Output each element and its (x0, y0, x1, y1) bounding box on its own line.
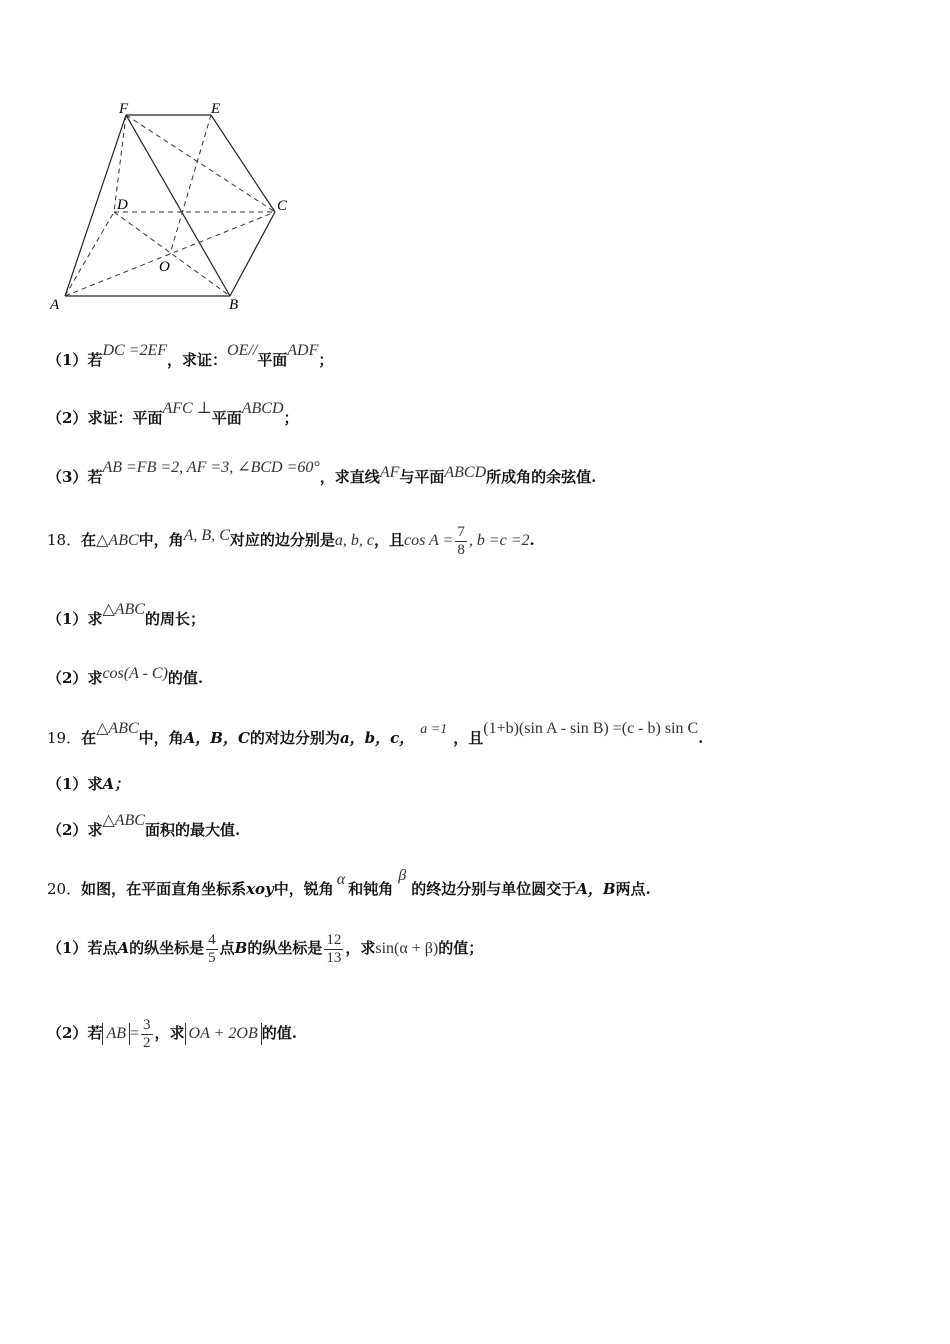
text: 所成角的余弦值. (486, 468, 597, 486)
text: 的纵坐标是 (129, 939, 205, 957)
part-number: （1） (47, 775, 88, 793)
part-number: （2） (47, 669, 88, 687)
text: 求证：平面 (87, 409, 163, 427)
text: 面积的最大值. (144, 821, 241, 839)
fraction (455, 524, 467, 559)
text: 点 (219, 939, 235, 957)
formula: OE// (227, 342, 258, 359)
formula: a, b, c (334, 532, 374, 549)
part-number: （2） (47, 821, 88, 839)
question-number: 20． (47, 880, 82, 898)
formula-abs: OA + 2OB (185, 1023, 262, 1045)
label-C: C (277, 198, 288, 214)
text: A，B (576, 880, 616, 898)
text: 与平面 (399, 468, 445, 486)
q17-part1 (47, 342, 334, 371)
text: ，且 (374, 531, 405, 549)
text: 求 (87, 669, 103, 687)
formula: AB =FB =2, AF =3, ∠BCD =60° (102, 459, 320, 476)
q20-part2 (47, 1012, 297, 1054)
text: ，且 (453, 729, 484, 747)
segment-EO (170, 115, 211, 254)
q18-stem (47, 520, 535, 560)
text: 和钝角 (348, 880, 394, 898)
part-number: （2） (47, 409, 88, 427)
part-number: （2） (47, 1024, 88, 1042)
formula: AFC ⊥ (162, 400, 212, 417)
q19-part2 (47, 812, 241, 841)
text: 对应的边分别是 (229, 531, 335, 549)
text: 的终边分别与单位圆交于 (411, 880, 577, 898)
fraction-numerator: 12 (326, 931, 342, 948)
formula: △ABC (102, 812, 145, 829)
fraction (141, 1017, 153, 1052)
text: xoy (246, 880, 274, 898)
q19-part1 (47, 774, 129, 794)
formula: = (130, 1025, 140, 1042)
text: 的纵坐标是 (247, 939, 323, 957)
label-F: F (119, 101, 129, 117)
text: A； (102, 775, 130, 793)
text: 求 (87, 610, 103, 628)
text: 求 (87, 821, 103, 839)
part-number: （1） (47, 351, 88, 369)
question-number: 18． (47, 531, 82, 549)
text: A (117, 939, 130, 957)
q19-stem (47, 720, 704, 750)
formula: ABCD (241, 400, 284, 417)
text: ； (283, 409, 299, 427)
formula: ADF (287, 342, 319, 359)
label-E: E (211, 101, 221, 117)
text: ，求证： (167, 351, 228, 369)
fraction-numerator: 4 (208, 931, 216, 948)
part-number: （1） (47, 939, 88, 957)
fraction-denominator: 13 (326, 949, 342, 966)
text: ，求 (345, 939, 376, 957)
formula-abs: AB (102, 1023, 130, 1045)
text: a，b，c， (339, 729, 415, 747)
edge-BC (230, 212, 275, 296)
text: . (698, 729, 704, 747)
fraction-numerator: 3 (143, 1016, 151, 1033)
label-B: B (229, 297, 239, 313)
text: 如图，在平面直角坐标系 (81, 880, 247, 898)
formula: a =1 (420, 722, 448, 737)
text: . (529, 531, 535, 549)
diagonal-DB (114, 212, 230, 296)
fraction-numerator: 7 (457, 523, 465, 540)
formula: β (398, 867, 407, 884)
text: ； (318, 351, 334, 369)
text: 两点. (615, 880, 651, 898)
q17-part3 (47, 459, 597, 488)
text: 的周长； (144, 610, 205, 628)
text: 中，角 (138, 531, 184, 549)
polyhedron-diagram (40, 95, 310, 320)
text: 的值. (167, 669, 204, 687)
q20-part1 (47, 927, 483, 969)
fraction (324, 932, 343, 967)
text: 若点 (87, 939, 118, 957)
text: 若 (87, 468, 103, 486)
text: A，B，C (183, 729, 250, 747)
label-O: O (159, 259, 170, 275)
q18-part2 (47, 665, 204, 689)
question-number: 19． (47, 729, 82, 747)
text: 若 (87, 1024, 103, 1042)
text: ，求 (154, 1024, 185, 1042)
text: 若 (87, 351, 103, 369)
q18-part1 (47, 601, 205, 630)
edge-FB (126, 115, 230, 296)
text: 平面 (211, 409, 242, 427)
formula: △ABC (96, 720, 139, 737)
formula: , b =c =2 (468, 532, 530, 549)
fraction (206, 932, 218, 967)
formula: (1+b)(sin A - sin B) =(c - b) sin C (483, 720, 699, 737)
edge-EC (211, 115, 275, 212)
formula: sin(α + β) (375, 940, 439, 957)
label-D: D (117, 197, 128, 213)
text: 中，锐角 (273, 880, 334, 898)
text: 平面 (257, 351, 288, 369)
formula: △ABC (102, 601, 145, 618)
text: ，求直线 (319, 468, 380, 486)
fraction-denominator: 5 (208, 949, 216, 966)
text: 求 (87, 775, 103, 793)
text: 在 (81, 729, 97, 747)
text: 的值. (261, 1024, 297, 1042)
formula: ABCD (444, 464, 487, 481)
edge-FC (126, 115, 275, 212)
formula: DC =2EF (102, 342, 168, 359)
q20-stem (47, 867, 651, 900)
text: 的值； (438, 939, 484, 957)
geometry-figure (40, 95, 310, 320)
formula: cos A = (404, 532, 454, 549)
text: 中，角 (138, 729, 184, 747)
text: 在 (81, 531, 97, 549)
formula: α (336, 871, 346, 888)
part-number: （3） (47, 468, 88, 486)
label-A: A (50, 297, 60, 313)
formula: cos(A - C) (102, 665, 168, 682)
part-number: （1） (47, 610, 88, 628)
text: B (234, 939, 248, 957)
q17-part2 (47, 400, 299, 429)
fraction-denominator: 8 (457, 541, 465, 558)
formula: △ABC (96, 532, 139, 549)
formula: A, B, C (183, 527, 230, 544)
fraction-denominator: 2 (143, 1034, 151, 1051)
text: 的对边分别为 (249, 729, 340, 747)
formula: AF (379, 464, 400, 481)
